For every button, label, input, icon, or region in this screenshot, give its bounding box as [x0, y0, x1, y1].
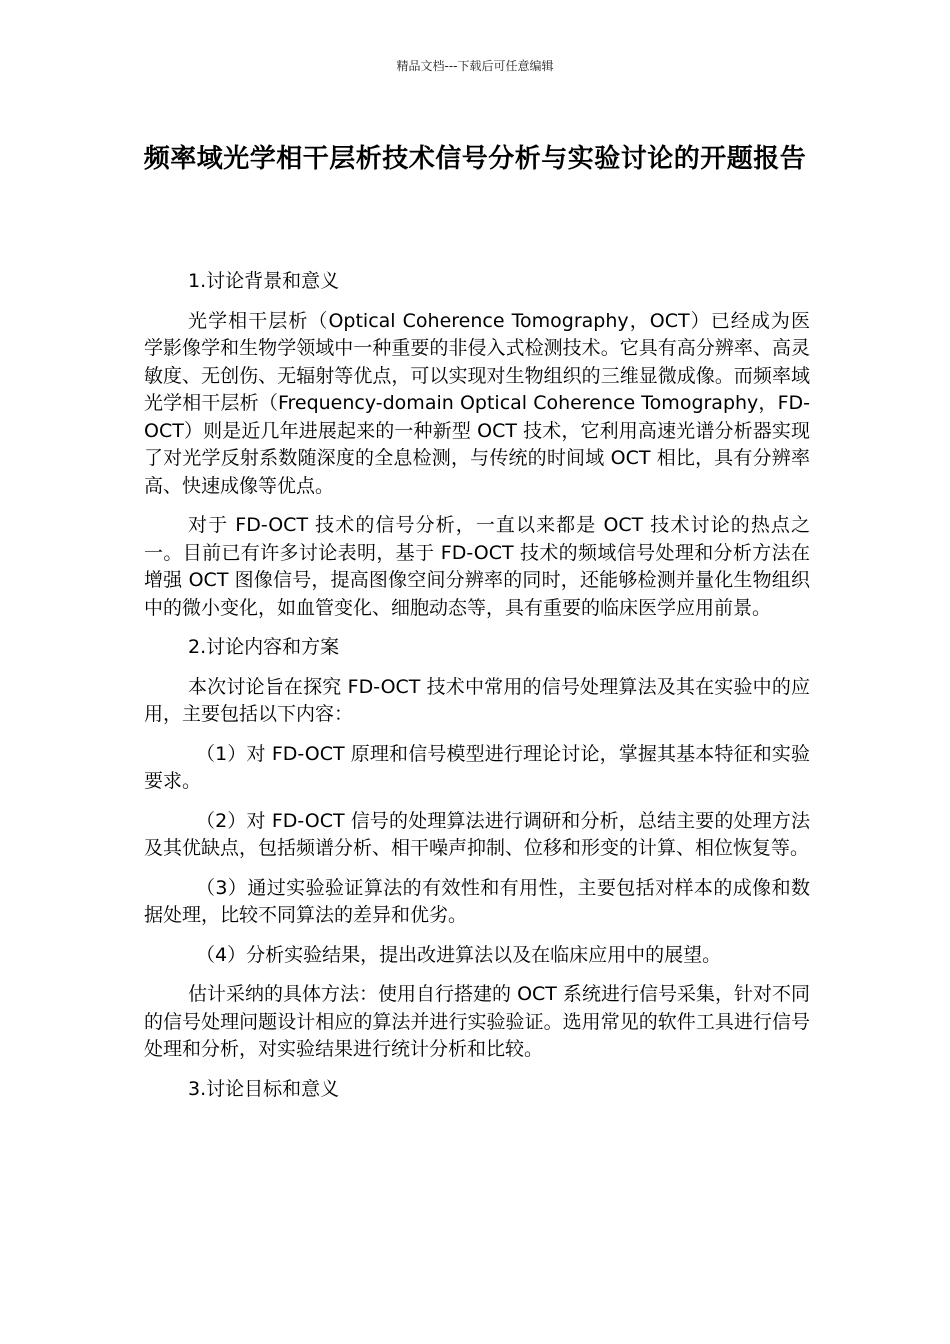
document-title: 频率域光学相干层析技术信号分析与实验讨论的开题报告 — [143, 144, 807, 174]
list-item-1: （1）对 FD-OCT 原理和信号模型进行理论讨论，掌握其基本特征和实验要求。 — [144, 742, 810, 792]
section-heading-3: 3.讨论目标和意义 — [188, 1077, 340, 1100]
paragraph-signal-analysis: 对于 FD-OCT 技术的信号分析，一直以来都是 OCT 技术讨论的热点之一。目前已有许多讨论表明，基于 FD-OCT 技术的频域信号处理和分析方法在增强 OCT 图像信号，提高图像空间分辨率的同时，还能够检测并量化生物组织中的微小变化，如血管变化、细胞动态等，具有重要的临床医学应用前景。 — [144, 514, 810, 619]
list-item-2: （2）对 FD-OCT 信号的处理算法进行调研和分析，总结主要的处理方法及其优缺点，包括频谱分析、相干噪声抑制、位移和形变的计算、相位恢复等。 — [144, 809, 810, 859]
paragraph-methods: 估计采纳的具体方法：使用自行搭建的 OCT 系统进行信号采集，针对不同的信号处理问题设计相应的算法并进行实验验证。选用常见的软件工具进行信号处理和分析，对实验结果进行统计分析和比较。 — [144, 983, 810, 1060]
section-heading-2: 2.讨论内容和方案 — [188, 636, 340, 658]
document-body — [144, 268, 810, 1115]
list-item-3: （3）通过实验验证算法的有效性和有用性，主要包括对样本的成像和数据处理，比较不同算法的差异和优劣。 — [144, 876, 810, 926]
paragraph-content-intro: 本次讨论旨在探究 FD-OCT 技术中常用的信号处理算法及其在实验中的应用，主要包括以下内容： — [144, 675, 810, 725]
section-heading-1: 1.讨论背景和意义 — [188, 270, 340, 292]
list-item-4: （4）分析实验结果，提出改进算法以及在临床应用中的展望。 — [196, 943, 722, 966]
header-note: 精品文档---下载后可任意编辑 — [396, 59, 554, 73]
paragraph-background: 光学相干层析（Optical Coherence Tomography，OCT）已经成为医学影像学和生物学领域中一种重要的非侵入式检测技术。它具有高分辨率、高灵敏度、无创伤、无辐射等优点，可以实现对生物组织的三维显微成像。而频率域光学相干层析（Frequency-domain Optical Coherence Tomography，FD-OCT）则是近几年进展起来的一种新型 OCT 技术，它利用高速光谱分析器实现了对光学反射系数随深度的全息检测，与传统的时间域 OCT 相比，具有分辨率高、快速成像等优点。 — [144, 309, 810, 497]
